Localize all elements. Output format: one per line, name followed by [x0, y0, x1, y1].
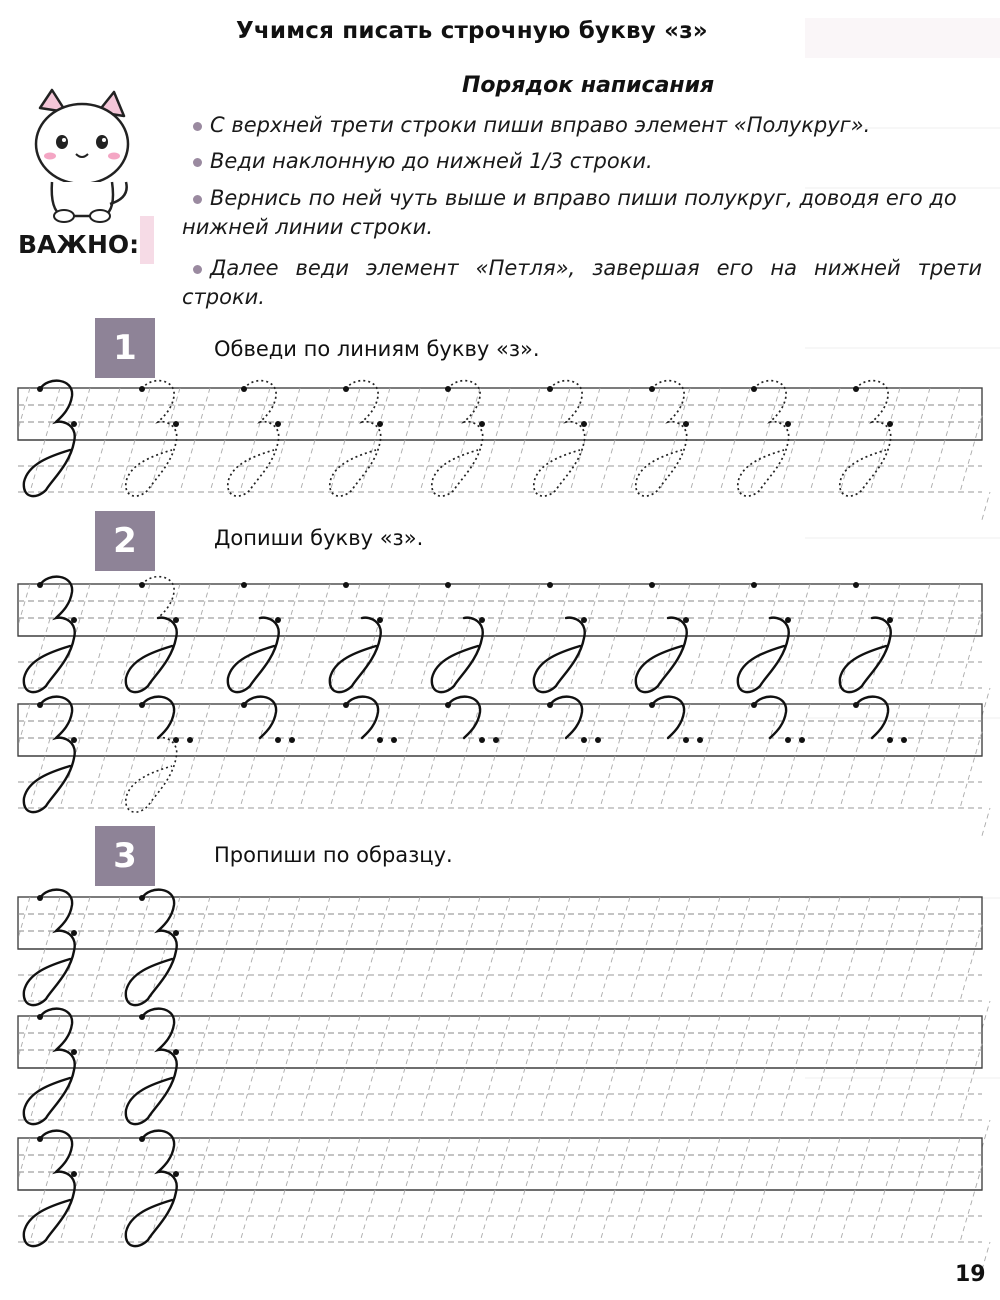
order-heading: Порядок написания [462, 73, 715, 98]
task-1-number: 1 [95, 318, 155, 378]
important-label: ВАЖНО: [18, 230, 140, 259]
task-3-number: 3 [95, 826, 155, 886]
page-number: 19 [955, 1262, 986, 1287]
writing-strip-2 [0, 580, 1000, 690]
writing-strip-3 [0, 700, 1000, 810]
writing-strip-1 [0, 384, 1000, 494]
rule-1: С верхней трети строки пиши вправо элемент «Полукруг». [193, 111, 870, 140]
important-highlight [140, 216, 154, 264]
task-2-label: Допиши букву «з». [214, 526, 424, 550]
writing-strip-4 [0, 893, 1000, 1003]
writing-strip-6 [0, 1134, 1000, 1244]
rule-2: Веди наклонную до нижней 1/3 строки. [193, 147, 653, 176]
rule-3: Вернись по ней чуть выше и вправо пиши полукруг, доводя его до нижней линии строки. [182, 186, 957, 239]
bullet-icon [193, 195, 202, 204]
task-1-label: Обведи по линиям букву «з». [214, 337, 540, 361]
bullet-icon [193, 158, 202, 167]
page-title: Учимся писать строчную букву «з» [236, 18, 708, 44]
rule-4: Далее веди элемент «Петля», завершая его на нижней трети строки. [182, 256, 982, 309]
bullet-icon [193, 265, 202, 274]
task-2-number: 2 [95, 511, 155, 571]
task-3-label: Пропиши по образцу. [214, 843, 453, 867]
writing-strip-5 [0, 1012, 1000, 1122]
bullet-icon [193, 122, 202, 131]
cat-mascot-icon [22, 86, 142, 226]
